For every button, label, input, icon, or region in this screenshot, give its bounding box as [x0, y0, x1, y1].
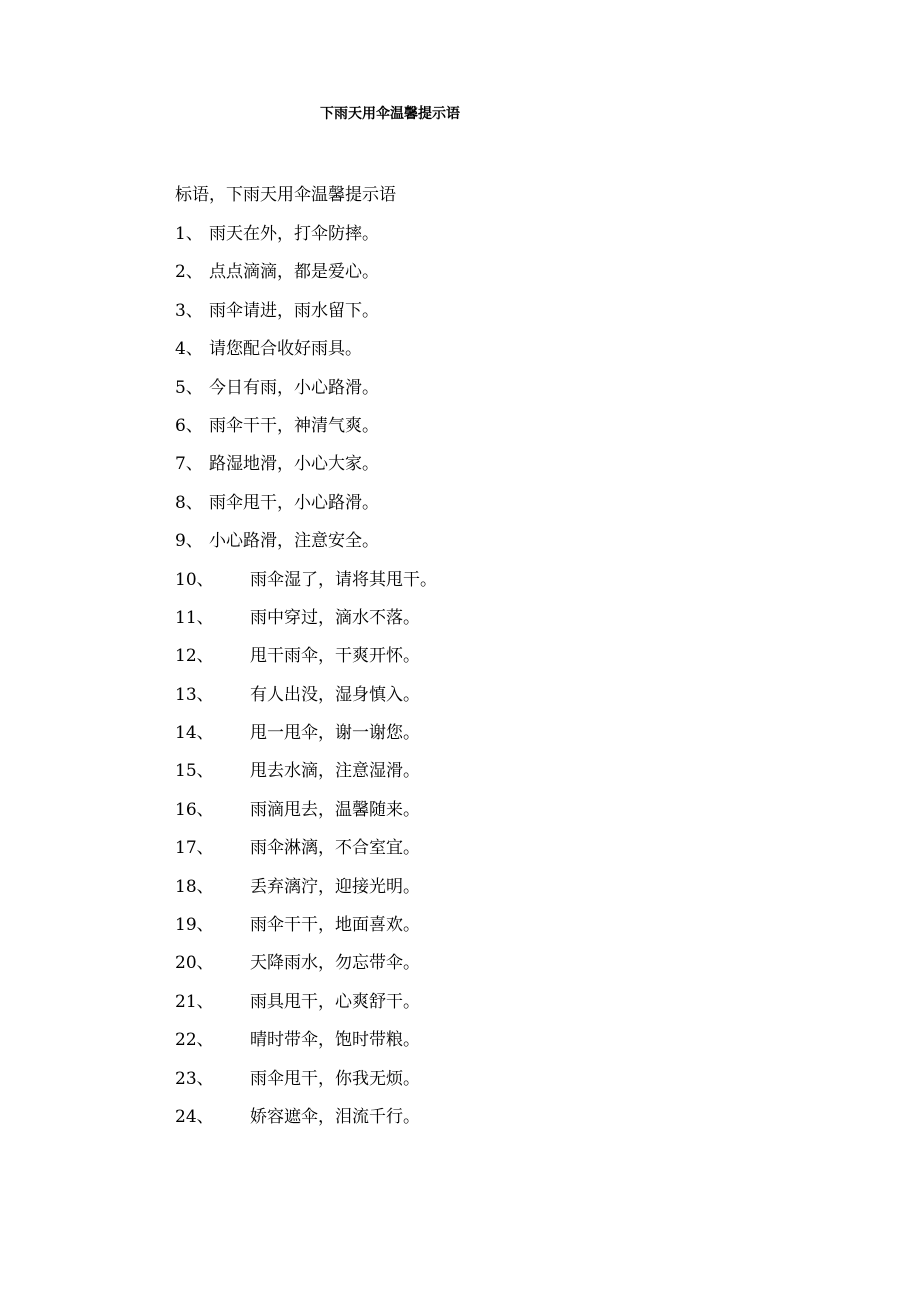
list-item-text: 天降雨水，勿忘带伞。 — [250, 953, 420, 974]
list-item — [175, 452, 437, 490]
list-item-text: 雨伞甩干，小心路滑。 — [209, 492, 379, 513]
list-item-number: 17、 — [175, 838, 214, 859]
list-item-number: 19、 — [175, 915, 214, 936]
list-item-text: 路湿地滑，小心大家。 — [209, 454, 379, 475]
list-item — [175, 1028, 437, 1066]
list-item-text: 甩去水滴，注意湿滑。 — [250, 761, 420, 782]
list-item-text: 雨伞甩干，你我无烦。 — [250, 1068, 420, 1089]
list-item — [175, 836, 437, 874]
list-item — [175, 759, 437, 797]
list-item — [175, 951, 437, 989]
list-item-number: 16、 — [175, 799, 214, 820]
list-item-number: 2、 — [175, 262, 203, 283]
list-item-text: 晴时带伞，饱时带粮。 — [250, 1030, 420, 1051]
list-item-text: 今日有雨，小心路滑。 — [209, 377, 379, 398]
list-item-number: 21、 — [175, 991, 214, 1012]
list-item-text: 雨伞湿了，请将其甩干。 — [250, 569, 437, 590]
list-item-number: 15、 — [175, 761, 214, 782]
list-item — [175, 299, 437, 337]
slogan-list — [175, 222, 437, 1143]
list-item-text: 娇容遮伞，泪流千行。 — [250, 1106, 420, 1127]
list-item-number: 24、 — [175, 1106, 214, 1127]
list-item — [175, 529, 437, 567]
list-item — [175, 414, 437, 452]
list-item-number: 13、 — [175, 684, 214, 705]
list-item-number: 20、 — [175, 953, 214, 974]
list-item-text: 有人出没，湿身慎入。 — [250, 684, 420, 705]
list-item — [175, 568, 437, 606]
list-item-text: 雨伞干干，地面喜欢。 — [250, 915, 420, 936]
list-item-text: 请您配合收好雨具。 — [209, 339, 362, 360]
list-item-text: 雨具甩干，心爽舒干。 — [250, 991, 420, 1012]
list-item — [175, 1067, 437, 1105]
list-item — [175, 798, 437, 836]
list-item-text: 甩干雨伞，干爽开怀。 — [250, 646, 420, 667]
document-title: 下雨天用伞温馨提示语 — [320, 106, 460, 122]
list-item — [175, 990, 437, 1028]
list-item — [175, 1105, 437, 1143]
list-item — [175, 337, 437, 375]
list-item-number: 7、 — [175, 454, 203, 475]
list-item-text: 小心路滑，注意安全。 — [209, 531, 379, 552]
list-item — [175, 260, 437, 298]
list-item-number: 23、 — [175, 1068, 214, 1089]
list-item-number: 6、 — [175, 415, 203, 436]
document-subtitle: 标语，下雨天用伞温馨提示语 — [175, 185, 396, 205]
list-item-number: 8、 — [175, 492, 203, 513]
list-item-text: 甩一甩伞，谢一谢您。 — [250, 723, 420, 744]
list-item-text: 丢弃漓泞，迎接光明。 — [250, 876, 420, 897]
list-item-number: 22、 — [175, 1030, 214, 1051]
list-item-number: 11、 — [175, 607, 214, 628]
list-item-text: 雨伞请进，雨水留下。 — [209, 300, 379, 321]
list-item — [175, 644, 437, 682]
list-item — [175, 721, 437, 759]
list-item-text: 点点滴滴，都是爱心。 — [209, 262, 379, 283]
list-item-number: 10、 — [175, 569, 214, 590]
list-item-text: 雨天在外，打伞防摔。 — [209, 224, 379, 244]
list-item-number: 1、 — [175, 224, 203, 244]
list-item-text: 雨中穿过，滴水不落。 — [250, 607, 420, 628]
list-item-number: 4、 — [175, 339, 203, 360]
list-item — [175, 606, 437, 644]
list-item-number: 5、 — [175, 377, 203, 398]
list-item-text: 雨伞淋漓，不合室宜。 — [250, 838, 420, 859]
list-item-number: 18、 — [175, 876, 214, 897]
list-item-text: 雨滴甩去，温馨随来。 — [250, 799, 420, 820]
list-item-number: 3、 — [175, 300, 203, 321]
list-item-number: 12、 — [175, 646, 214, 667]
list-item-number: 9、 — [175, 531, 203, 552]
list-item — [175, 222, 437, 260]
list-item — [175, 491, 437, 529]
list-item-text: 雨伞干干，神清气爽。 — [209, 415, 379, 436]
list-item — [175, 913, 437, 951]
list-item — [175, 875, 437, 913]
list-item — [175, 376, 437, 414]
list-item-number: 14、 — [175, 723, 214, 744]
list-item — [175, 683, 437, 721]
